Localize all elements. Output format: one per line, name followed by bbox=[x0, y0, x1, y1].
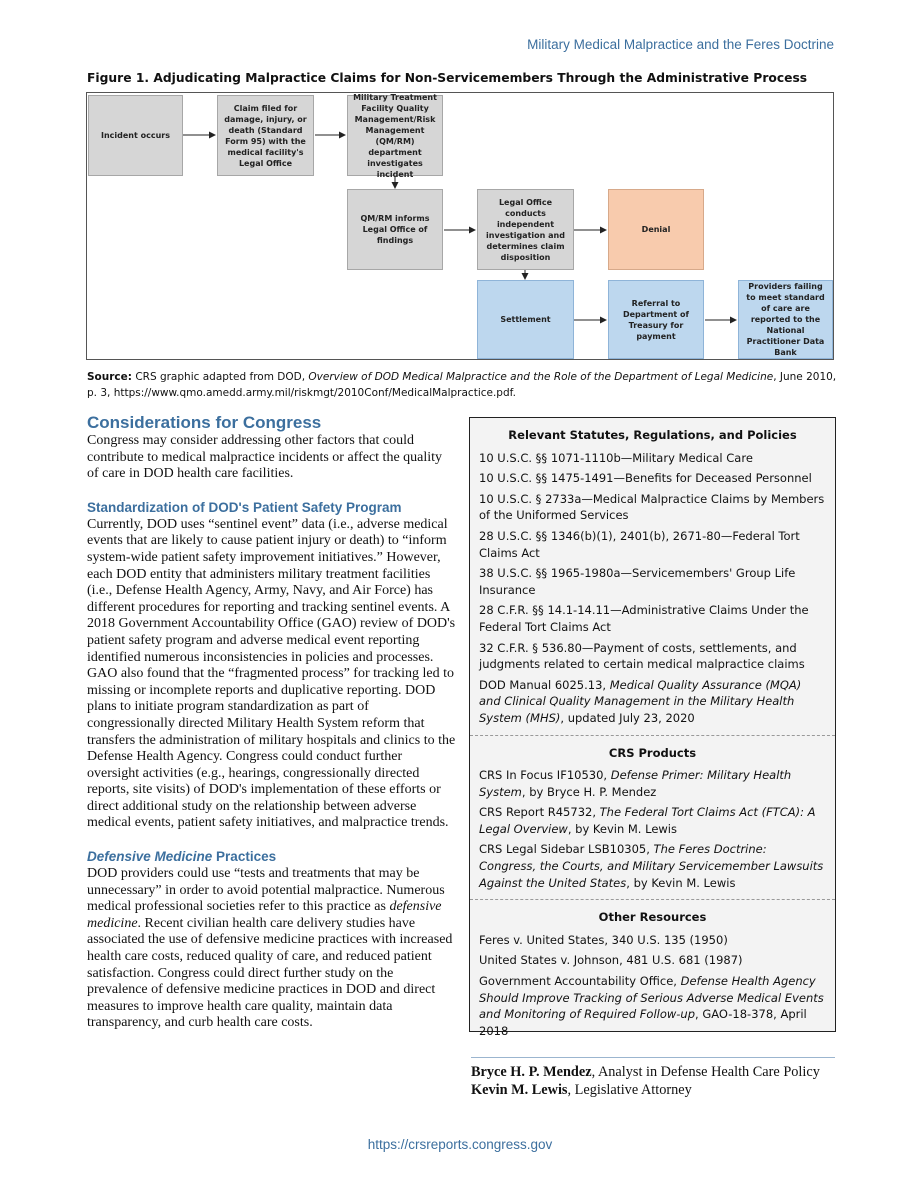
statute-item: 28 C.F.R. §§ 14.1-14.11—Administrative Claims Under the Federal Tort Claims Act bbox=[479, 603, 809, 634]
defensive-heading-italic: Defensive Medicine bbox=[87, 849, 213, 865]
crs-product-title: Defense Primer: Military Health System bbox=[479, 768, 792, 799]
dod-manual-title: Medical Quality Assurance (MQA) and Clinical Quality Management in the Military Health System (MHS) bbox=[479, 677, 802, 725]
author-role: , Legislative Attorney bbox=[567, 1082, 692, 1098]
crs-products-heading: CRS Products bbox=[608, 745, 697, 760]
gao-item bbox=[479, 973, 826, 1039]
section-heading: Considerations for Congress bbox=[87, 413, 322, 432]
crs-product-post: , by Bryce H. P. Mendez bbox=[521, 784, 657, 799]
box-qmrm-informs: QM/RM informs Legal Office of findings bbox=[347, 189, 443, 270]
statute-item: 10 U.S.C. § 2733a—Medical Malpractice Claims by Members of the Uniformed Services bbox=[479, 491, 825, 523]
box-referral: Referral to Department of Treasury for payment bbox=[608, 280, 704, 359]
dod-manual-post: , updated July 23, 2020 bbox=[560, 710, 695, 725]
crs-product-title: The Feres Doctrine: Congress, the Courts, and Military Servicemember Lawsuits Against the United States bbox=[479, 842, 824, 890]
flow-arrows bbox=[87, 93, 835, 361]
subsection-heading-standardization: Standardization of DOD's Patient Safety Program bbox=[87, 499, 402, 515]
crs-product-post: , by Kevin M. Lewis bbox=[567, 821, 677, 836]
resource-item: Feres v. United States, 340 U.S. 135 (1950) bbox=[479, 932, 728, 947]
statute-item: 32 C.F.R. § 536.80—Payment of costs, settlements, and judgments related to certain medical malpractice claims bbox=[479, 640, 805, 672]
author-line bbox=[471, 1081, 835, 1099]
crs-product-pre: CRS In Focus IF10530, bbox=[479, 768, 611, 783]
dod-manual-item bbox=[479, 677, 826, 727]
standardization-paragraph: Currently, DOD uses “sentinel event” data (i.e., adverse medical events that are likely to cause patient injury or death) to “inform system-wide patient safety improvement initiatives.” However, each DOD entity that administers military treatment facilities (i.e., Defense Health Agency, Army, Navy, and Air Force) has different procedures for reporting and tracking sentinel events. A 2018 Government Accountability Office (GAO) review of DOD's patient safety program and adverse medical event reporting identified numerous inconsistencies in policies and processes. GAO also found that the “fragmented process” for tracking led to missing or incomplete reports and duplicative reporting. DOD plans to initiate program standardization as part of congressionally directed Military Health System reform that transfers the administration of military hospitals and clinics to the Defense Health Agency. Congress could conduct further oversight activities (e.g., hearings, congressionally directed reports, site visits) of DOD's implementation of these efforts or direct additional study on the relationship between adverse medical events, patient safety initiatives, and malpractice trends. bbox=[87, 516, 456, 831]
box-claim-filed: Claim filed for damage, injury, or death (Standard Form 95) with the medical facility's Legal Office bbox=[217, 95, 314, 176]
crs-product-pre: CRS Legal Sidebar LSB10305, bbox=[479, 842, 654, 857]
statute-item: 38 U.S.C. §§ 1965-1980a—Servicemembers' Group Life Insurance bbox=[479, 566, 796, 597]
figure-title: Figure 1. Adjudicating Malpractice Claims for Non-Servicemembers Through the Administrative Process bbox=[87, 71, 808, 85]
box-legal-office: Legal Office conducts independent investigation and determines claim disposition bbox=[477, 189, 574, 270]
sidebar-box bbox=[469, 417, 836, 1038]
footer-url[interactable]: https://crsreports.congress.gov bbox=[367, 1137, 553, 1152]
subsection-heading-defensive bbox=[87, 848, 457, 866]
author-byline bbox=[471, 1057, 835, 1099]
source-title: Overview of DOD Medical Malpractice and the Role of the Department of Legal Medicine bbox=[308, 371, 774, 383]
gao-post: , GAO-18-378, April 2018 bbox=[479, 1007, 807, 1038]
author-line bbox=[471, 1063, 835, 1081]
statute-item: 10 U.S.C. §§ 1475-1491—Benefits for Deceased Personnel bbox=[479, 471, 812, 486]
statute-item: 28 U.S.C. §§ 1346(b)(1), 2401(b), 2671-80—Federal Tort Claims Act bbox=[479, 528, 800, 560]
crs-products-section bbox=[470, 735, 835, 900]
defensive-body-pre: DOD providers could use “tests and treatments that may be unnecessary” in order to avoid potential malpractice. Numerous medical professional societies refer to this practice as bbox=[87, 866, 445, 915]
author-name: Kevin M. Lewis bbox=[471, 1082, 568, 1098]
box-providers: Providers failing to meet standard of care are reported to the National Practitioner Data Bank bbox=[738, 280, 833, 359]
statutes-heading: Relevant Statutes, Regulations, and Policies bbox=[508, 428, 797, 442]
other-resources-section bbox=[470, 899, 835, 1047]
crs-product-post: , by Kevin M. Lewis bbox=[626, 875, 736, 890]
source-pre: CRS graphic adapted from DOD, bbox=[131, 371, 309, 383]
dod-manual-pre: DOD Manual 6025.13, bbox=[479, 677, 610, 692]
box-incident-occurs: Incident occurs bbox=[88, 95, 183, 176]
box-settlement: Settlement bbox=[477, 280, 574, 359]
crs-product-item bbox=[479, 804, 826, 837]
defensive-heading-rest: Practices bbox=[212, 849, 277, 865]
crs-product-title: The Federal Tort Claims Act (FTCA): A Legal Overview bbox=[479, 805, 816, 836]
crs-product-item bbox=[479, 841, 826, 891]
author-name: Bryce H. P. Mendez bbox=[471, 1064, 592, 1080]
flowchart bbox=[86, 92, 834, 360]
box-denial: Denial bbox=[608, 189, 704, 270]
main-column bbox=[87, 413, 457, 1032]
crs-product-pre: CRS Report R45732, bbox=[479, 805, 600, 820]
intro-paragraph: Congress may consider addressing other factors that could contribute to medical malpractice incidents or affect the quality of care in DOD health care facilities. bbox=[87, 433, 443, 482]
gao-title: Defense Health Agency Should Improve Tracking of Serious Adverse Medical Events and Monitoring of Required Follow-up bbox=[479, 974, 824, 1022]
running-header: Military Medical Malpractice and the Feres Doctrine bbox=[527, 37, 834, 52]
defensive-body-post: . Recent civilian health care delivery studies have associated the use of defensive medicine practices with increased health care costs, reduced quality of care, and reduced patient satisfaction. Congress could direct further study on the prevalence of defensive medicine practices in DOD and direct measures to improve health care quality, maintain data transparency, and curb health care costs. bbox=[87, 915, 453, 1031]
defensive-paragraph bbox=[87, 866, 457, 1032]
author-role: , Analyst in Defense Health Care Policy bbox=[591, 1064, 820, 1080]
gao-pre: Government Accountability Office, bbox=[479, 974, 681, 989]
statute-item: 10 U.S.C. §§ 1071-1110b—Military Medical Care bbox=[479, 450, 753, 465]
figure-source bbox=[87, 369, 837, 401]
defensive-body-italic: defensive medicine bbox=[87, 899, 442, 931]
statutes-section bbox=[470, 418, 835, 735]
other-resources-heading: Other Resources bbox=[598, 910, 707, 925]
crs-product-item bbox=[479, 767, 826, 800]
source-post: , June 2010, p. 3, https://www.qmo.amedd.army.mil/riskmgt/2010Conf/MedicalMalpractice.pdf. bbox=[87, 371, 837, 399]
source-label: Source: bbox=[87, 371, 132, 383]
box-mtf-qmrm: Military Treatment Facility Quality Management/Risk Management (QM/RM) department investigates incident bbox=[347, 95, 443, 176]
resource-item: United States v. Johnson, 481 U.S. 681 (1987) bbox=[479, 953, 743, 968]
